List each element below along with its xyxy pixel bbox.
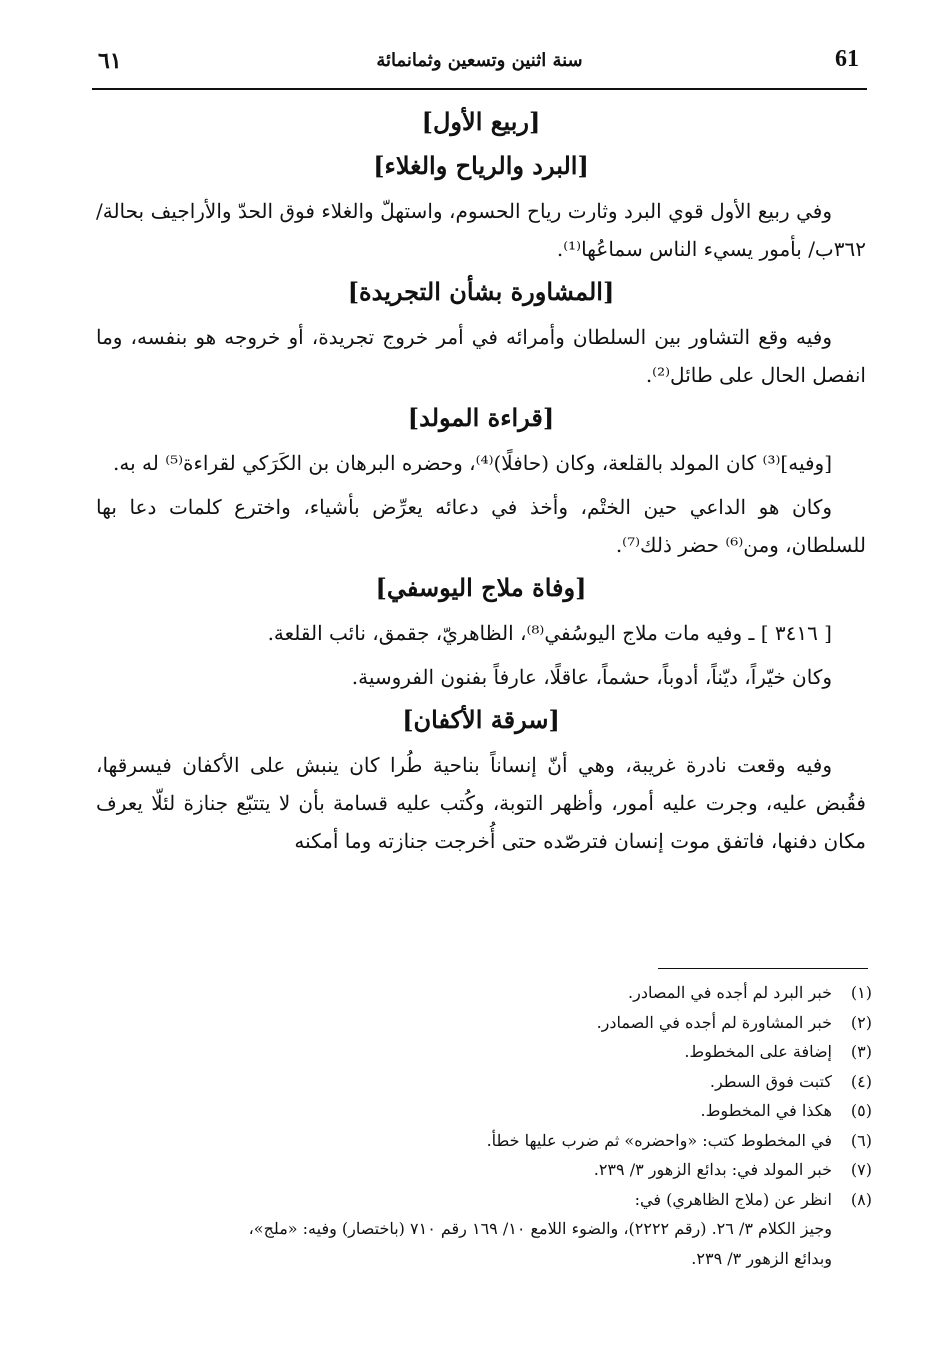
footnote-number: (٥) [850,1101,872,1120]
footnote-number: (٨) [850,1189,872,1209]
footnote-text: كتبت فوق السطر. [709,1071,832,1091]
footnote-continuation-line: وبدائع الزهور ٣/ ٢٣٩. [691,1248,832,1268]
paragraph-shroud-theft: وفيه وقعت نادرة غريبة، وهي أنّ إنساناً بناحية طُرا كان ينبش على الأكفان فيسرقها، فقُبض عليه، وجرت عليه أمور، وأظهر التوبة، وكُتب عليه قسامة بأن لا يتتبّع جنازة لئلّا يعرف مكان دفنها، فاتفق موت إنسان فترصّده حتى أُخرجت جنازته وما أمكنه [96,753,866,853]
footnote-separator [658,968,868,969]
footnote-number: (٦) [850,1130,872,1150]
section-heading-death: [وفاة ملاج اليوسفي] [375,573,587,602]
footnote-item [96,1126,872,1156]
footnote-number: (٧) [850,1160,872,1179]
footnote-item [96,1185,872,1215]
section-heading-consultation: [المشاورة بشأن التجريدة] [347,277,615,306]
footnote-item [96,1155,872,1185]
footnote-text: انظر عن (ملاج الظاهري) في: [634,1189,832,1209]
paragraph-mawlid-prayer: وكان هو الداعي حين الختْم، وأخذ في دعائه يعرِّض بأشياء، واخترع كلمات دعا بها للسلطان، ومن⁽⁶⁾ حضر ذلك⁽⁷⁾. [96,495,866,557]
footnote-number: (١) [850,983,872,1002]
paragraph-mawlid: [وفيه]⁽³⁾ كان المولد بالقلعة، وكان (حافلًا)⁽⁴⁾، وحضره البرهان بن الكَرَكي لقراءة⁽⁵⁾ له به. [113,451,832,475]
footnote-text: خبر المشاورة لم أجده في الصمادر. [596,1012,832,1032]
page-header [92,44,867,90]
section-heading-shroud-theft: [سرقة الأكفان] [402,705,560,734]
footnotes [96,978,872,1273]
footnote-text: خبر المولد في: بدائع الزهور ٣/ ٢٣٩. [593,1160,832,1179]
paragraph-death-virtues: وكان خيّراً، ديّناً، أدوباً، حشماً، عاقلًا، عارفاً بفنون الفروسية. [351,665,832,689]
running-title: سنة اثنين وتسعين وثمانمائة [376,50,583,71]
footnote-item [96,1008,872,1038]
page-body [96,100,866,866]
paragraph-cold: وفي ربيع الأول قوي البرد وثارت رياح الحسوم، واستهلّ والغلاء فوق الحدّ والأراجيف بحالة/ ٣٦٢ب/ بأمور يسيء الناس سماعُها⁽¹⁾. [96,199,866,261]
paragraph-death-entry: [ ٣٤١٦ ] ـ وفيه مات ملاج اليوسُفي⁽⁸⁾، الظاهريّ، جقمق، نائب القلعة. [267,621,832,645]
section-heading-cold: [البرد والرياح والغلاء] [373,151,589,180]
footnote-item [96,978,872,1008]
footnote-text: إضافة على المخطوط. [684,1042,832,1061]
page-number-arabic: ٦١ [98,48,122,74]
footnote-text: هكذا في المخطوط. [700,1101,832,1120]
footnote-number: (٣) [850,1042,872,1061]
footnote-item [96,1096,872,1126]
footnote-item [96,1067,872,1097]
footnote-text: في المخطوط كتب: «واحضره» ثم ضرب عليها خطأ. [486,1130,832,1150]
page-number-latin: 61 [835,46,859,72]
footnote-continuation-line: وجيز الكلام ٣/ ٢٦. (رقم ٢٢٢٢)، والضوء اللامع ١٠/ ١٦٩ رقم ٧١٠ (باختصار) وفيه: «ملج»، [248,1219,832,1238]
section-heading-month: [ربيع الأول] [421,107,541,136]
section-heading-mawlid: [قراءة المولد] [407,403,555,432]
footnote-item [96,1037,872,1067]
paragraph-consultation: وفيه وقع التشاور بين السلطان وأمرائه في أمر خروج تجريدة، أو خروجه هو بنفسه، وما انفصل الحال على طائل⁽²⁾. [96,325,866,387]
footnote-text: خبر البرد لم أجده في المصادر. [628,983,832,1002]
footnote-number: (٢) [850,1012,872,1032]
footnote-number: (٤) [850,1071,872,1091]
